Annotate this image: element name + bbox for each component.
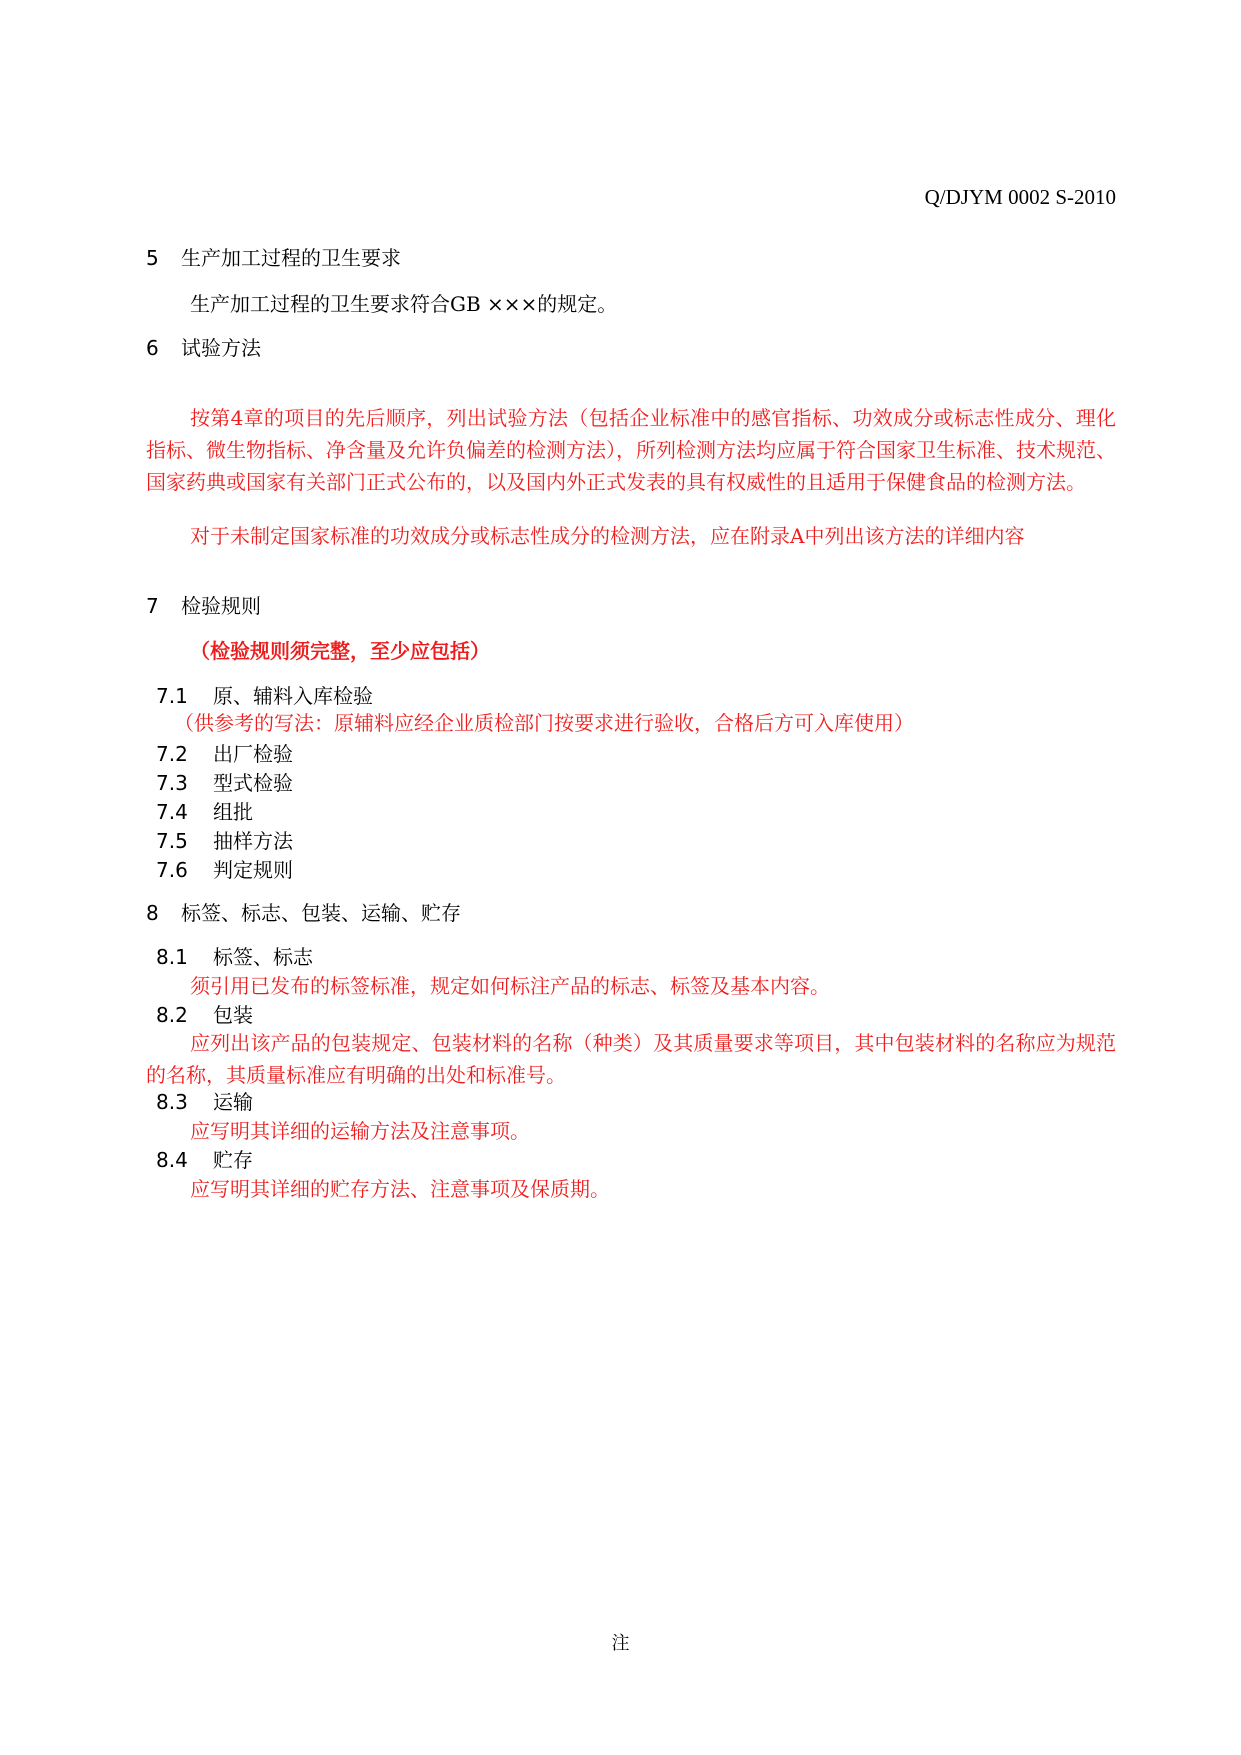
subsection-number: 7.1 <box>156 684 188 708</box>
subsection-title: 原、辅料入库检验 <box>213 684 373 708</box>
subsection-8-4 <box>156 1146 253 1174</box>
subsection-7-3 <box>156 769 293 797</box>
subsection-7-1 <box>156 682 373 710</box>
subsection-8-1-note: 须引用已发布的标签标准，规定如何标注产品的标志、标签及基本内容。 <box>190 974 830 998</box>
section-5-heading <box>146 244 401 272</box>
subsection-title: 标签、标志 <box>213 945 313 969</box>
subsection-title: 组批 <box>213 800 253 824</box>
subsection-7-2 <box>156 740 293 768</box>
subsection-8-3-note: 应写明其详细的运输方法及注意事项。 <box>190 1119 530 1143</box>
subsection-8-2 <box>156 1001 253 1029</box>
subsection-number: 7.4 <box>156 800 188 824</box>
section-title: 标签、标志、包装、运输、贮存 <box>181 901 461 925</box>
section-number: 7 <box>146 594 159 618</box>
section-6-paragraph-2: 对于未制定国家标准的功效成分或标志性成分的检测方法，应在附录A中列出该方法的详细内容 <box>190 524 1025 548</box>
subsection-title: 贮存 <box>213 1148 253 1172</box>
section-6-paragraph-1: 按第4章的项目的先后顺序，列出试验方法（包括企业标准中的感官指标、功效成分或标志性成分、理化指标、微生物指标、净含量及允许负偏差的检测方法），所列检测方法均应属于符合国家卫生标准、技术规范、国家药典或国家有关部门正式公布的，以及国内外正式发表的具有权威性的且适用于保健食品的检测方法。 <box>146 406 1116 494</box>
section-6-heading <box>146 334 261 362</box>
page-footer: 注 <box>611 1633 630 1654</box>
section-8-heading <box>146 899 461 927</box>
subsection-number: 7.3 <box>156 771 188 795</box>
subsection-number: 8.4 <box>156 1148 188 1172</box>
section-5-body: 生产加工过程的卫生要求符合GB ×××的规定。 <box>190 292 618 316</box>
standard-code: Q/DJYM 0002 S-2010 <box>924 185 1116 209</box>
subsection-number: 7.5 <box>156 829 188 853</box>
subsection-number: 7.6 <box>156 858 188 882</box>
subsection-title: 抽样方法 <box>213 829 293 853</box>
subsection-number: 8.1 <box>156 945 188 969</box>
section-number: 6 <box>146 336 159 360</box>
section-number: 5 <box>146 246 159 270</box>
subsection-number: 8.2 <box>156 1003 188 1027</box>
subsection-7-5 <box>156 827 293 855</box>
subsection-8-2-note: 应列出该产品的包装规定、包装材料的名称（种类）及其质量要求等项目，其中包装材料的名称应为规范的名称，其质量标准应有明确的出处和标准号。 <box>146 1031 1116 1087</box>
subsection-number: 8.3 <box>156 1090 188 1114</box>
subsection-8-1 <box>156 943 313 971</box>
section-7-note: （检验规则须完整，至少应包括） <box>190 639 490 663</box>
subsection-title: 出厂检验 <box>213 742 293 766</box>
subsection-7-4 <box>156 798 253 826</box>
subsection-title: 包装 <box>213 1003 253 1027</box>
subsection-7-1-note: （供参考的写法：原辅料应经企业质检部门按要求进行验收，合格后方可入库使用） <box>174 711 914 735</box>
subsection-number: 7.2 <box>156 742 188 766</box>
section-number: 8 <box>146 901 159 925</box>
subsection-8-3 <box>156 1088 253 1116</box>
section-title: 生产加工过程的卫生要求 <box>181 246 401 270</box>
subsection-7-6 <box>156 856 293 884</box>
subsection-title: 判定规则 <box>213 858 293 882</box>
section-title: 试验方法 <box>181 336 261 360</box>
subsection-title: 型式检验 <box>213 771 293 795</box>
subsection-8-4-note: 应写明其详细的贮存方法、注意事项及保质期。 <box>190 1177 610 1201</box>
section-7-heading <box>146 592 261 620</box>
section-title: 检验规则 <box>181 594 261 618</box>
subsection-title: 运输 <box>213 1090 253 1114</box>
